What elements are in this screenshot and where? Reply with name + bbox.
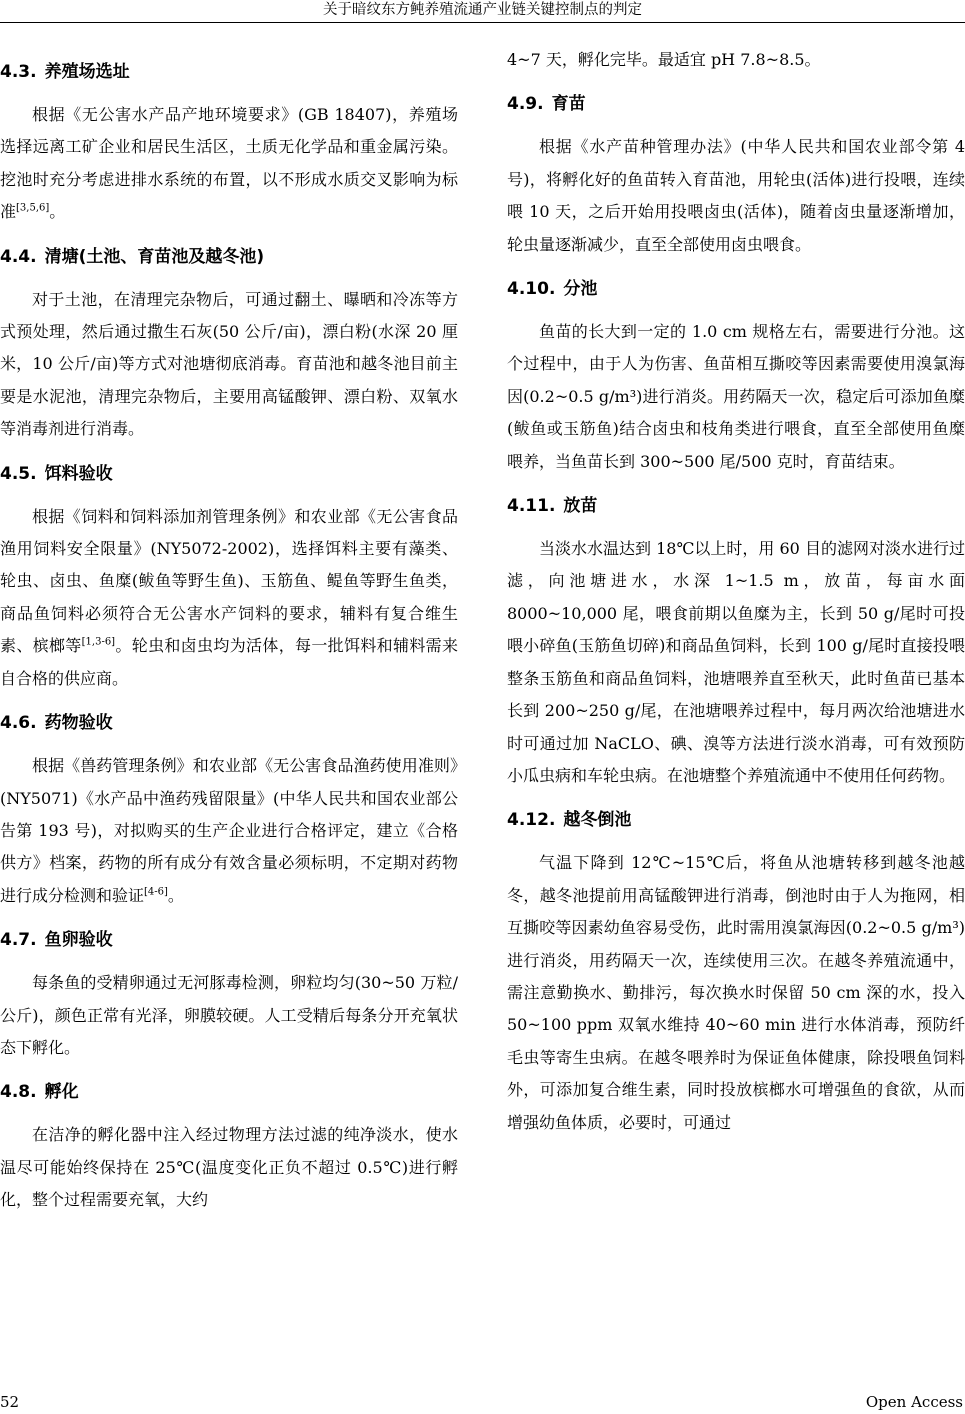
section-number: 4.6. xyxy=(0,713,37,734)
section-number: 4.7. xyxy=(0,930,37,951)
section-number: 4.9. xyxy=(507,94,544,115)
section-heading xyxy=(507,93,965,115)
right-column xyxy=(507,44,965,1139)
section-number: 4.5. xyxy=(0,463,37,484)
section-title: 药物验收 xyxy=(44,713,113,734)
body-paragraph xyxy=(507,131,965,261)
page-number: 52 xyxy=(0,1393,20,1411)
running-header-title: 关于暗纹东方鲀养殖流通产业链关键控制点的判定 xyxy=(323,2,642,18)
section-heading xyxy=(0,463,458,485)
paragraph-text: 对于土池，在清理完杂物后，可通过翻土、曝晒和冷冻等方式预处理，然后通过撒生石灰(50 公斤/亩)，漂白粉(水深 20 厘米，10 公斤/亩)等方式对池塘彻底消毒。育苗池和越冬池目前主要是水泥池，清理完杂物后，主要用高锰酸钾、漂白粉、双氧水等消毒剂进行消毒。 xyxy=(0,289,458,439)
paragraph-text: 在洁净的孵化器中注入经过物理方法过滤的纯净淡水，使水温尽可能始终保持在 25℃(温度变化正负不超过 0.5℃)进行孵化，整个过程需要充氧，大约 xyxy=(0,1125,458,1210)
section-number: 4.10. xyxy=(507,279,556,300)
paragraph-text: 。轮虫和卤虫均为活体，每一批饵料和辅料需来自合格的供应商。 xyxy=(0,636,458,688)
section-title: 养殖场选址 xyxy=(44,62,130,82)
section-title: 饵料验收 xyxy=(44,463,113,484)
body-paragraph xyxy=(507,316,965,478)
section-heading xyxy=(507,495,965,517)
body-paragraph xyxy=(0,284,458,446)
left-column xyxy=(0,44,458,1217)
body-paragraph xyxy=(507,533,965,792)
section-title: 育苗 xyxy=(551,94,586,115)
section-title: 越冬倒池 xyxy=(563,810,632,831)
section-number: 4.8. xyxy=(0,1082,37,1103)
section-number: 4.11. xyxy=(507,496,556,517)
body-paragraph xyxy=(0,967,458,1064)
section-title: 孵化 xyxy=(44,1082,79,1103)
body-paragraph xyxy=(0,501,458,695)
paragraph-text: 。 xyxy=(49,202,66,222)
section-title: 放苗 xyxy=(563,496,598,517)
paragraph-text: 根据《兽药管理条例》和农业部《无公害食品渔药使用准则》(NY5071)《水产品中渔药残留限量》(中华人民共和国农业部公告第 193 号)，对拟购买的生产企业进行合格评定，建立《合格供方》档案，药物的所有成分有效含量必须标明，不定期对药物进行成分检测和验证 xyxy=(0,756,458,905)
paragraph-text: 根据《饲料和饲料添加剂管理条例》和农业部《无公害食品渔用饲料安全限量》(NY5072-2002)，选择饵料主要有藻类、轮虫、卤虫、鱼糜(鲅鱼等野生鱼)、玉筋鱼、鳀鱼等野生鱼类，商品鱼饲料必须符合无公害水产饲料的要求，辅料有复合维生素、槟榔等 xyxy=(0,506,458,656)
citation-ref: [1,3-6] xyxy=(81,636,116,648)
continued-paragraph: 4~7 天，孵化完毕。最适宜 pH 7.8~8.5。 xyxy=(507,50,821,69)
section-heading xyxy=(0,246,458,268)
body-paragraph xyxy=(507,847,965,1139)
running-header xyxy=(0,0,965,23)
section-heading xyxy=(0,1081,458,1103)
paragraph-text: 每条鱼的受精卵通过无河豚毒检测，卵粒均匀(30~50 万粒/公斤)，颜色正常有光泽，卵膜较硬。人工受精后每条分开充氧状态下孵化。 xyxy=(0,973,458,1057)
section-title: 清塘(土池、育苗池及越冬池) xyxy=(44,246,265,267)
body-paragraph xyxy=(0,1119,458,1216)
section-title: 鱼卵验收 xyxy=(44,930,113,951)
body-paragraph xyxy=(0,99,458,229)
paragraph-text: 根据《无公害水产品产地环境要求》(GB 18407)，养殖场选择远离工矿企业和居民生活区，土质无化学品和重金属污染。挖池时充分考虑进排水系统的布置，以不形成水质交叉影响为标准 xyxy=(0,105,458,222)
paragraph-text: 当淡水水温达到 18℃以上时，用 60 目的滤网对淡水进行过滤，向池塘进水，水深 1~1.5 m，放苗，每亩水面 8000~10,000 尾，喂食前期以鱼糜为主，长到 50 g/尾时可投喂小碎鱼(玉筋鱼切碎)和商品鱼饲料，长到 100 g/尾时直接投喂整条玉筋鱼和商品鱼饲料，池塘喂养直至秋天，此时鱼苗已基本长到 200~250 g/尾，在池塘喂养过程中，每月两次给池塘进水时可通过加 NaCLO、碘、溴等方法进行淡水消毒，可有效预防小瓜虫病和车轮虫病。在池塘整个养殖流通中不使用任何药物。 xyxy=(507,539,965,785)
section-number: 4.4. xyxy=(0,246,37,267)
publisher-label: Open Access xyxy=(865,1393,963,1411)
section-heading xyxy=(0,61,458,83)
section-heading xyxy=(0,929,458,951)
citation-ref: [4-6] xyxy=(144,886,168,898)
section-number: 4.3. xyxy=(0,62,37,82)
section-heading xyxy=(0,712,458,734)
paragraph-text: 气温下降到 12℃~15℃后，将鱼从池塘转移到越冬池越冬，越冬池提前用高锰酸钾进行消毒，倒池时由于人为拖网，相互撕咬等因素幼鱼容易受伤，此时需用溴氯海因(0.2~0.5 g/m³)进行消炎，用药隔天一次，连续使用三次。在越冬养殖流通中，需注意勤换水、勤排污，每次换水时保留 50 cm 深的水，投入 50~100 ppm 双氧水维持 40~60 min 进行水体消毒，预防纤毛虫等寄生虫病。在越冬喂养时为保证鱼体健康，除投喂鱼饲料外，可添加复合维生素，同时投放槟榔水可增强鱼的食欲，从而增强幼鱼体质，必要时，可通过 xyxy=(507,853,965,1132)
paragraph-text: 根据《水产苗种管理办法》(中华人民共和国农业部令第 4 号)，将孵化好的鱼苗转入育苗池，用轮虫(活体)进行投喂，连续喂 10 天，之后开始用投喂卤虫(活体)，随着卤虫量逐渐增加，轮虫量逐渐减少，直至全部使用卤虫喂食。 xyxy=(507,137,965,254)
section-heading xyxy=(507,809,965,831)
citation-ref: [3,5,6] xyxy=(16,202,50,214)
section-heading xyxy=(507,278,965,300)
paragraph-text: 鱼苗的长大到一定的 1.0 cm 规格左右，需要进行分池。这个过程中，由于人为伤害、鱼苗相互撕咬等因素需要使用溴氯海因(0.2~0.5 g/m³)进行消炎。用药隔天一次，稳定后可添加鱼糜(鲅鱼或玉筋鱼)结合卤虫和枝角类进行喂食，直至全部使用鱼糜喂养，当鱼苗长到 300~500 尾/500 克时，育苗结束。 xyxy=(507,322,965,471)
section-title: 分池 xyxy=(563,279,598,300)
paragraph-text: 。 xyxy=(167,885,184,905)
page-footer xyxy=(0,1391,965,1413)
section-number: 4.12. xyxy=(507,810,556,831)
body-paragraph xyxy=(0,750,458,912)
